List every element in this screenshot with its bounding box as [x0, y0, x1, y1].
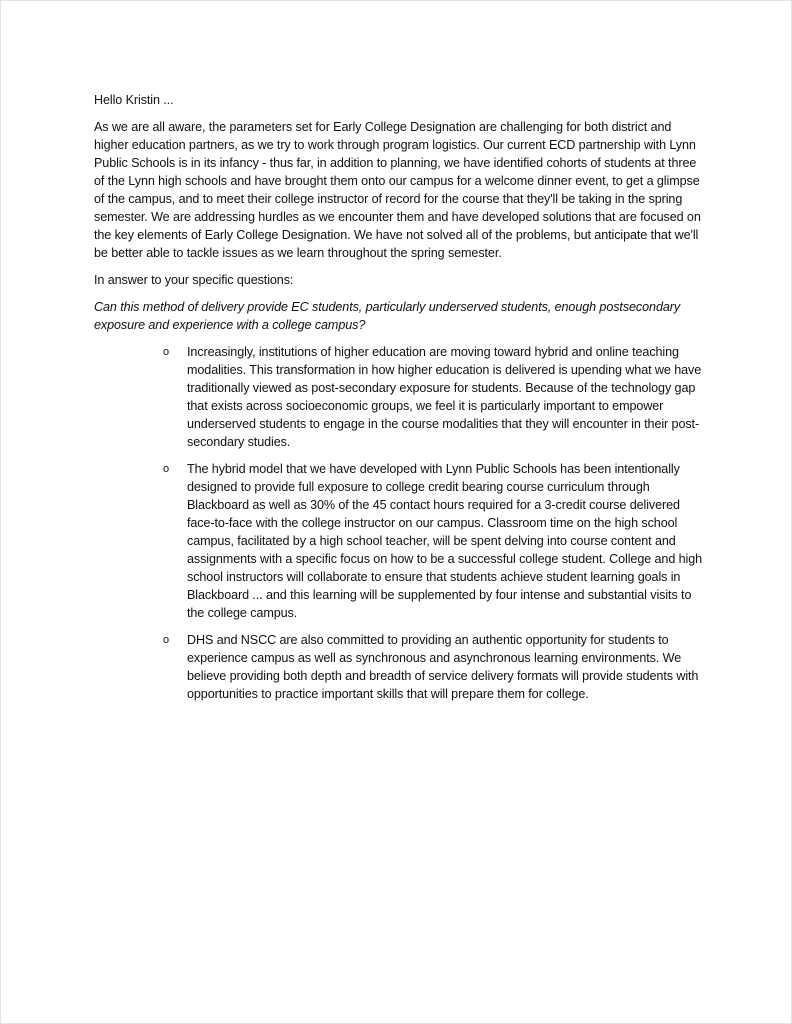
question-text: Can this method of delivery provide EC students, particularly underserved students, enough postsecondary exposure and experience with a college campus?	[94, 300, 681, 332]
answer-text: The hybrid model that we have developed with Lynn Public Schools has been intentionally designed to provide full exposure to college credit bearing course curriculum through Blackboard as well as 30% of the 45 contact hours required for a 3-credit course delivered face-to-face with the college instructor on our campus. Classroom time on the high school campus, facilitated by a high school teacher, will be spent delving into course content and assignments with a specific focus on how to be a successful college student. College and high school instructors will collaborate to ensure that students achieve student learning goals in Blackboard ... and this learning will be supplemented by four intense and substantial visits to the college campus.	[187, 462, 703, 620]
intro-paragraph: As we are all aware, the parameters set for Early College Designation are challenging for both district and higher education partners, as we try to work through program logistics. Our current ECD partnership with Lynn Public Schools is in its infancy - thus far, in addition to planning, we have identified cohorts of students at three of the Lynn high schools and have brought them onto our campus for a welcome dinner event, to get a glimpse of the campus, and to meet their college instructor of record for the course that they'll be taking in the spring semester. We are addressing hurdles as we encounter them and have developed solutions that are focused on the key elements of Early College Designation. We have not solved all of the problems, but anticipate that we'll be better able to tackle issues as we learn throughout the spring semester.	[94, 120, 701, 260]
answer-item	[94, 631, 704, 703]
answer-item	[94, 343, 704, 451]
answer-text: Increasingly, institutions of higher education are moving toward hybrid and online teaching modalities. This transformation in how higher education is delivered is upending what we have traditionally viewed as post-secondary exposure for students. Because of the technology gap that exists across socioeconomic groups, we feel it is particularly important to empower underserved students to engage in the course modalities that they will encounter in their post-secondary studies.	[187, 345, 702, 449]
letter-body	[94, 91, 704, 712]
bullet-circle-icon: o	[163, 463, 170, 475]
answer-intro: In answer to your specific questions:	[94, 273, 294, 287]
answer-list	[94, 343, 704, 703]
answer-text: DHS and NSCC are also committed to providing an authentic opportunity for students to experience campus as well as synchronous and asynchronous learning environments. We believe providing both depth and breadth of service delivery formats will provide students with opportunities to practice important skills that will prepare them for college.	[187, 633, 699, 701]
answer-item	[94, 460, 704, 622]
greeting: Hello Kristin ...	[94, 93, 174, 107]
bullet-circle-icon: o	[163, 346, 170, 358]
bullet-circle-icon: o	[163, 634, 170, 646]
